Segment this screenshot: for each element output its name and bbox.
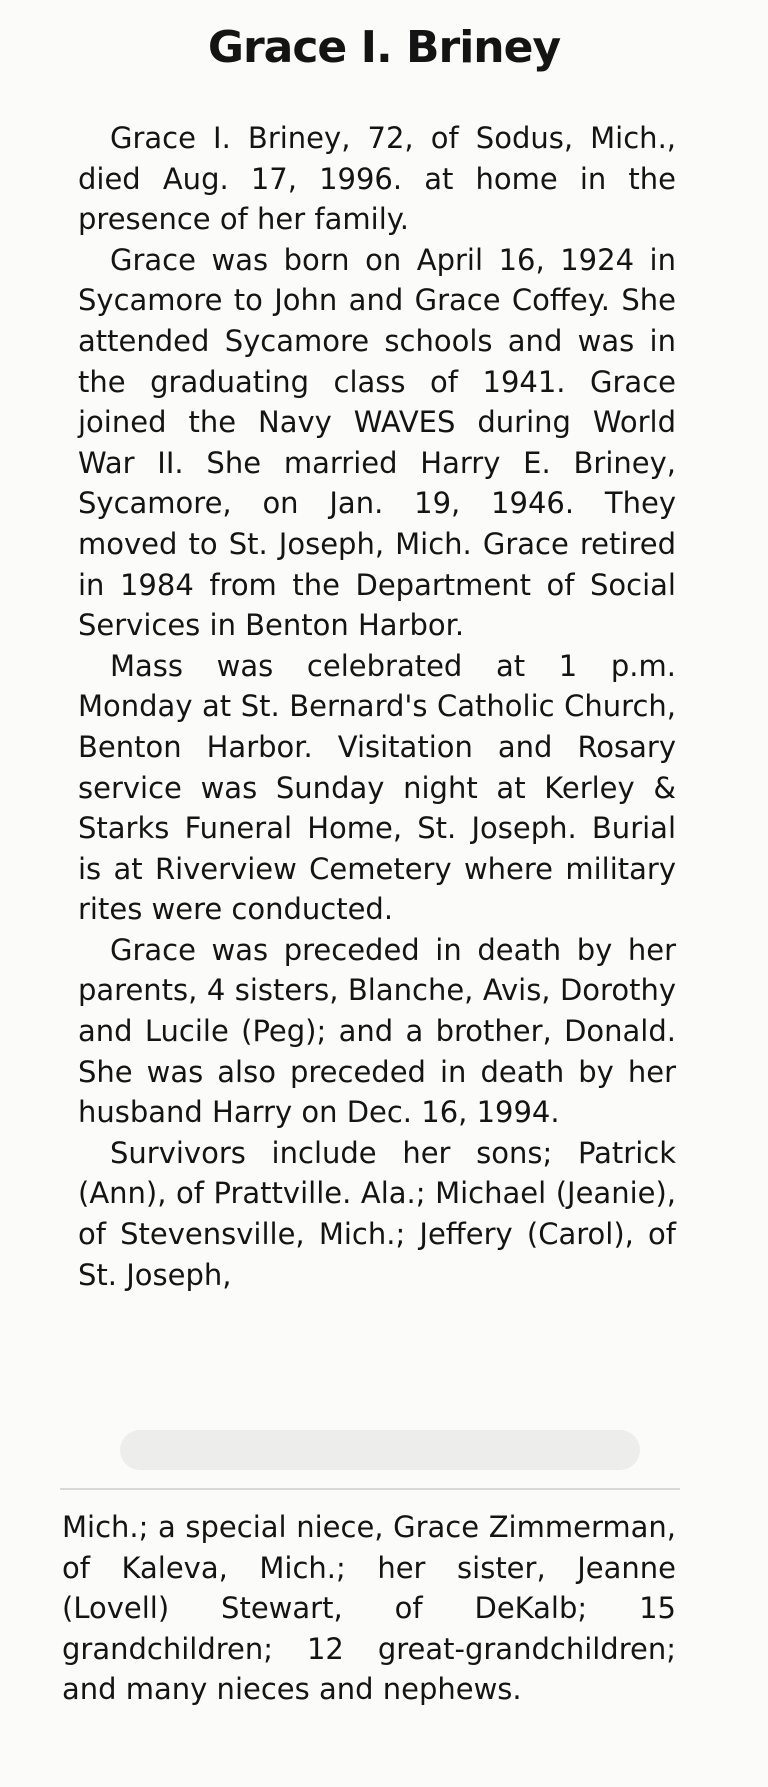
paragraph-death-notice: Grace I. Briney, 72, of Sodus, Mich., died Aug. 17, 1996. at home in the presence of her family. <box>78 121 676 237</box>
obituary-continuation <box>62 1507 676 1710</box>
paragraph-preceded: Grace was preceded in death by her parents, 4 sisters, Blanche, Avis, Dorothy and Lucile (Peg); and a brother, Donald. She was also preceded in death by her husband Harry on Dec. 16, 1994. <box>78 932 676 1130</box>
obituary-headline: Grace I. Briney <box>207 22 561 73</box>
paragraph-survivors-continued: Mich.; a special niece, Grace Zimmerman, of Kaleva, Mich.; her sister, Jeanne (Lovell) Stewart, of DeKalb; 15 grandchildren; 12 great-grandchildren; and many nieces and nephews. <box>62 1510 676 1707</box>
scan-smudge <box>120 1430 640 1470</box>
obituary-body <box>78 118 676 1295</box>
paragraph-biography: Grace was born on April 16, 1924 in Sycamore to John and Grace Coffey. She attended Sycamore schools and was in the graduating class of 1941. Grace joined the Navy WAVES during World War II. She married Harry E. Briney, Sycamore, on Jan. 19, 1946. They moved to St. Joseph, Mich. Grace retired in 1984 from the Department of Social Services in Benton Harbor. <box>78 242 676 643</box>
paragraph-services: Mass was celebrated at 1 p.m. Monday at St. Bernard's Catholic Church, Benton Harbor. Visitation and Rosary service was Sunday night at Kerley & Starks Funeral Home, St. Joseph. Burial is at Riverview Cemetery where military rites were conducted. <box>78 648 676 927</box>
column-fold-line <box>60 1488 680 1490</box>
paragraph-survivors: Survivors include her sons; Patrick (Ann), of Prattville. Ala.; Michael (Jeanie), of Stevensville, Mich.; Jeffery (Carol), of St. Joseph, <box>78 1135 676 1292</box>
